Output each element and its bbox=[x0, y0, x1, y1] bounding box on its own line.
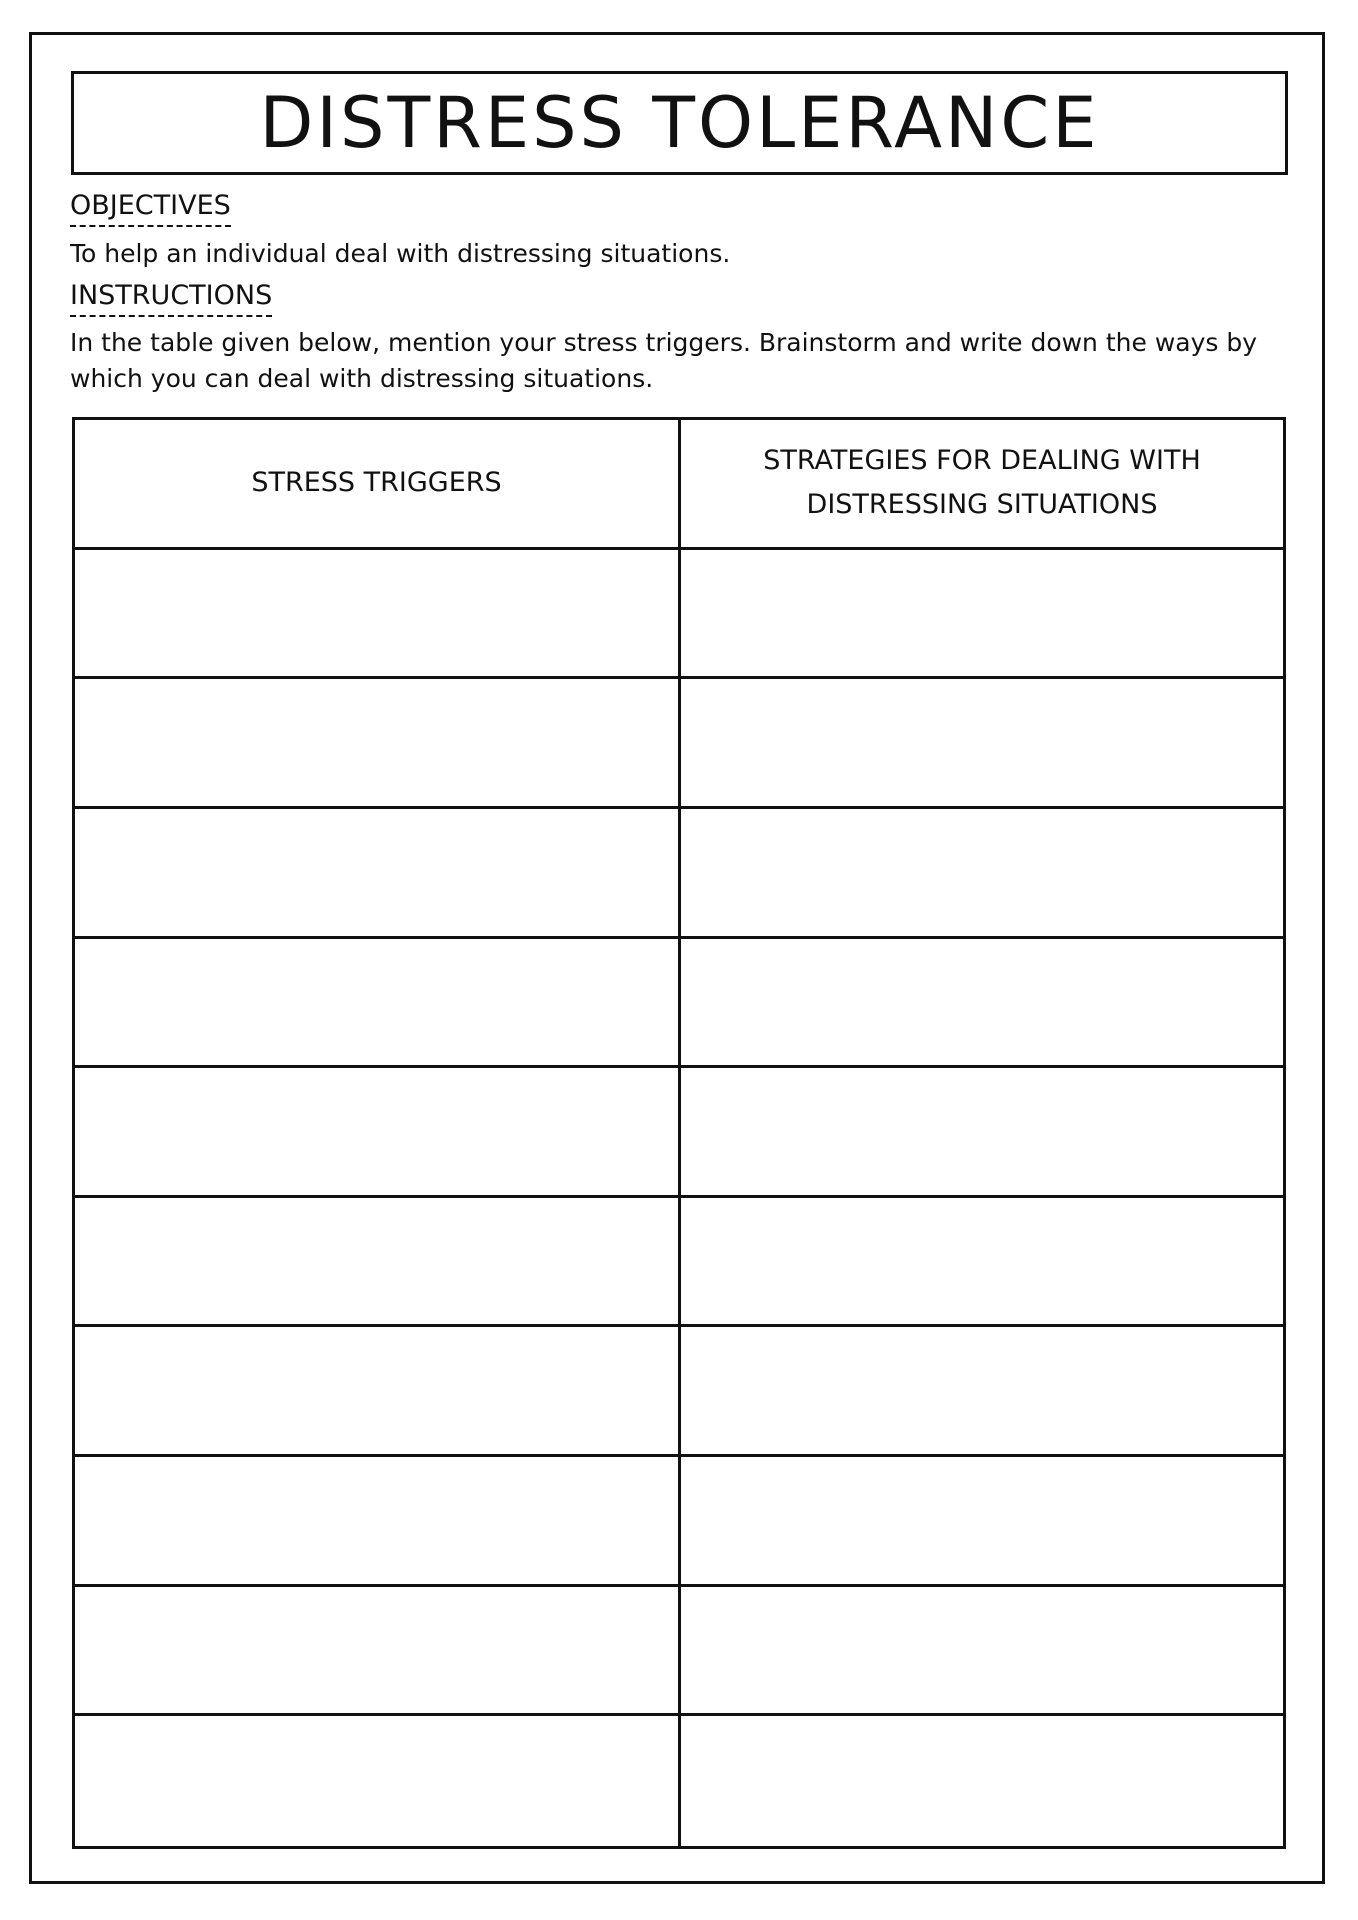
table-header-cell bbox=[681, 420, 1283, 550]
strategy-entry-cell[interactable] bbox=[681, 1457, 1283, 1587]
table-header-cell bbox=[75, 420, 681, 550]
strategy-entry-cell[interactable] bbox=[681, 550, 1283, 680]
instructions-heading: INSTRUCTIONS bbox=[70, 282, 272, 317]
title-box bbox=[71, 71, 1288, 175]
strategy-entry-cell[interactable] bbox=[681, 1587, 1283, 1717]
stress-triggers-table bbox=[72, 417, 1286, 1849]
page-title: DISTRESS TOLERANCE bbox=[259, 82, 1100, 164]
strategy-entry-cell[interactable] bbox=[681, 1716, 1283, 1846]
stress-trigger-entry-cell[interactable] bbox=[75, 550, 681, 680]
column-header-stress-triggers: STRESS TRIGGERS bbox=[251, 467, 502, 499]
strategy-entry-cell[interactable] bbox=[681, 1198, 1283, 1328]
stress-trigger-entry-cell[interactable] bbox=[75, 809, 681, 939]
stress-trigger-entry-cell[interactable] bbox=[75, 1716, 681, 1846]
stress-trigger-entry-cell[interactable] bbox=[75, 1587, 681, 1717]
strategy-entry-cell[interactable] bbox=[681, 679, 1283, 809]
strategy-entry-cell[interactable] bbox=[681, 1068, 1283, 1198]
stress-trigger-entry-cell[interactable] bbox=[75, 1457, 681, 1587]
column-header-strategies: STRATEGIES FOR DEALING WITH DISTRESSING SITUATIONS bbox=[763, 445, 1201, 521]
stress-trigger-entry-cell[interactable] bbox=[75, 1327, 681, 1457]
stress-trigger-entry-cell[interactable] bbox=[75, 1068, 681, 1198]
objectives-heading: OBJECTIVES bbox=[70, 192, 231, 227]
objectives-text: To help an individual deal with distressing situations. bbox=[70, 239, 731, 268]
strategy-entry-cell[interactable] bbox=[681, 809, 1283, 939]
strategy-entry-cell[interactable] bbox=[681, 939, 1283, 1069]
instructions-text: In the table given below, mention your stress triggers. Brainstorm and write down the ways by which you can deal with distressing situations. bbox=[70, 328, 1258, 393]
stress-trigger-entry-cell[interactable] bbox=[75, 1198, 681, 1328]
strategy-entry-cell[interactable] bbox=[681, 1327, 1283, 1457]
stress-trigger-entry-cell[interactable] bbox=[75, 939, 681, 1069]
stress-trigger-entry-cell[interactable] bbox=[75, 679, 681, 809]
